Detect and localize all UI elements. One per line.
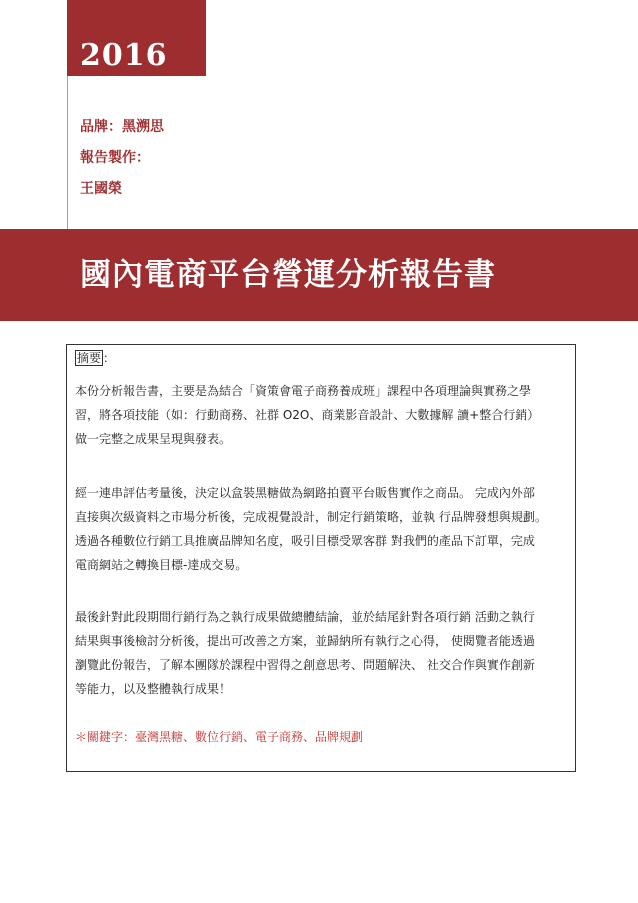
abstract-paragraph-1 <box>75 379 569 451</box>
paragraph-line: 等能力，以及整體執行成果！ <box>75 682 232 696</box>
abstract-heading-label: 摘要 <box>77 351 102 365</box>
vertical-divider <box>67 76 68 229</box>
keywords: ＊關鍵字：臺灣黑糖、數位行銷、電子商務、品牌規劃 <box>75 730 364 744</box>
brand-label: 品牌：黑溯思 <box>80 119 164 135</box>
paragraph-line: 本份分析報告書，主要是為結合「資策會電子商務養成班」課程中各項理論與實務之學 <box>75 384 532 398</box>
abstract-heading-colon: ： <box>103 351 116 365</box>
paragraph-line: 直接與次級資料之市場分析後，完成視覺設計，制定行銷策略，並執 行品牌發想與規劃。 <box>75 510 547 524</box>
paragraph-line: 透過各種數位行銷工具推廣品牌知名度，吸引目標受眾客群 對我們的產品下訂單，完成 <box>75 534 535 548</box>
paragraph-line: 習，將各項技能（如：行動商務、社群 O2O、商業影音設計、大數據解 讀+整合行銷） <box>75 408 540 422</box>
paragraph-line: 做一完整之成果呈現與發表。 <box>75 432 232 446</box>
abstract-heading <box>75 349 115 367</box>
author-name: 王國榮 <box>80 181 122 197</box>
paragraph-line: 結果與事後檢討分析後，提出可改善之方案，並歸納所有執行之心得， 使閱覽者能透過 <box>75 634 535 648</box>
paragraph-line: 經一連串評估考量後，決定以盒裝黑糖做為網路拍賣平台販售實作之商品。 完成內外部 <box>75 486 535 500</box>
report-title: 國內電商平台營運分析報告書 <box>80 257 496 293</box>
abstract-paragraph-2 <box>75 481 569 577</box>
report-year: 2016 <box>80 38 168 73</box>
abstract-paragraph-3 <box>75 605 569 701</box>
paragraph-line: 最後針對此段期間行銷行為之執行成果做總體結論，並於結尾針對各項行銷 活動之執行 <box>75 610 535 624</box>
paragraph-line: 瀏覽此份報告，了解本團隊於課程中習得之創意思考、問題解決、 社交合作與實作創新 <box>75 658 535 672</box>
paragraph-line: 電商網站之轉換目標-達成交易。 <box>75 558 248 572</box>
author-label: 報告製作： <box>80 150 150 166</box>
